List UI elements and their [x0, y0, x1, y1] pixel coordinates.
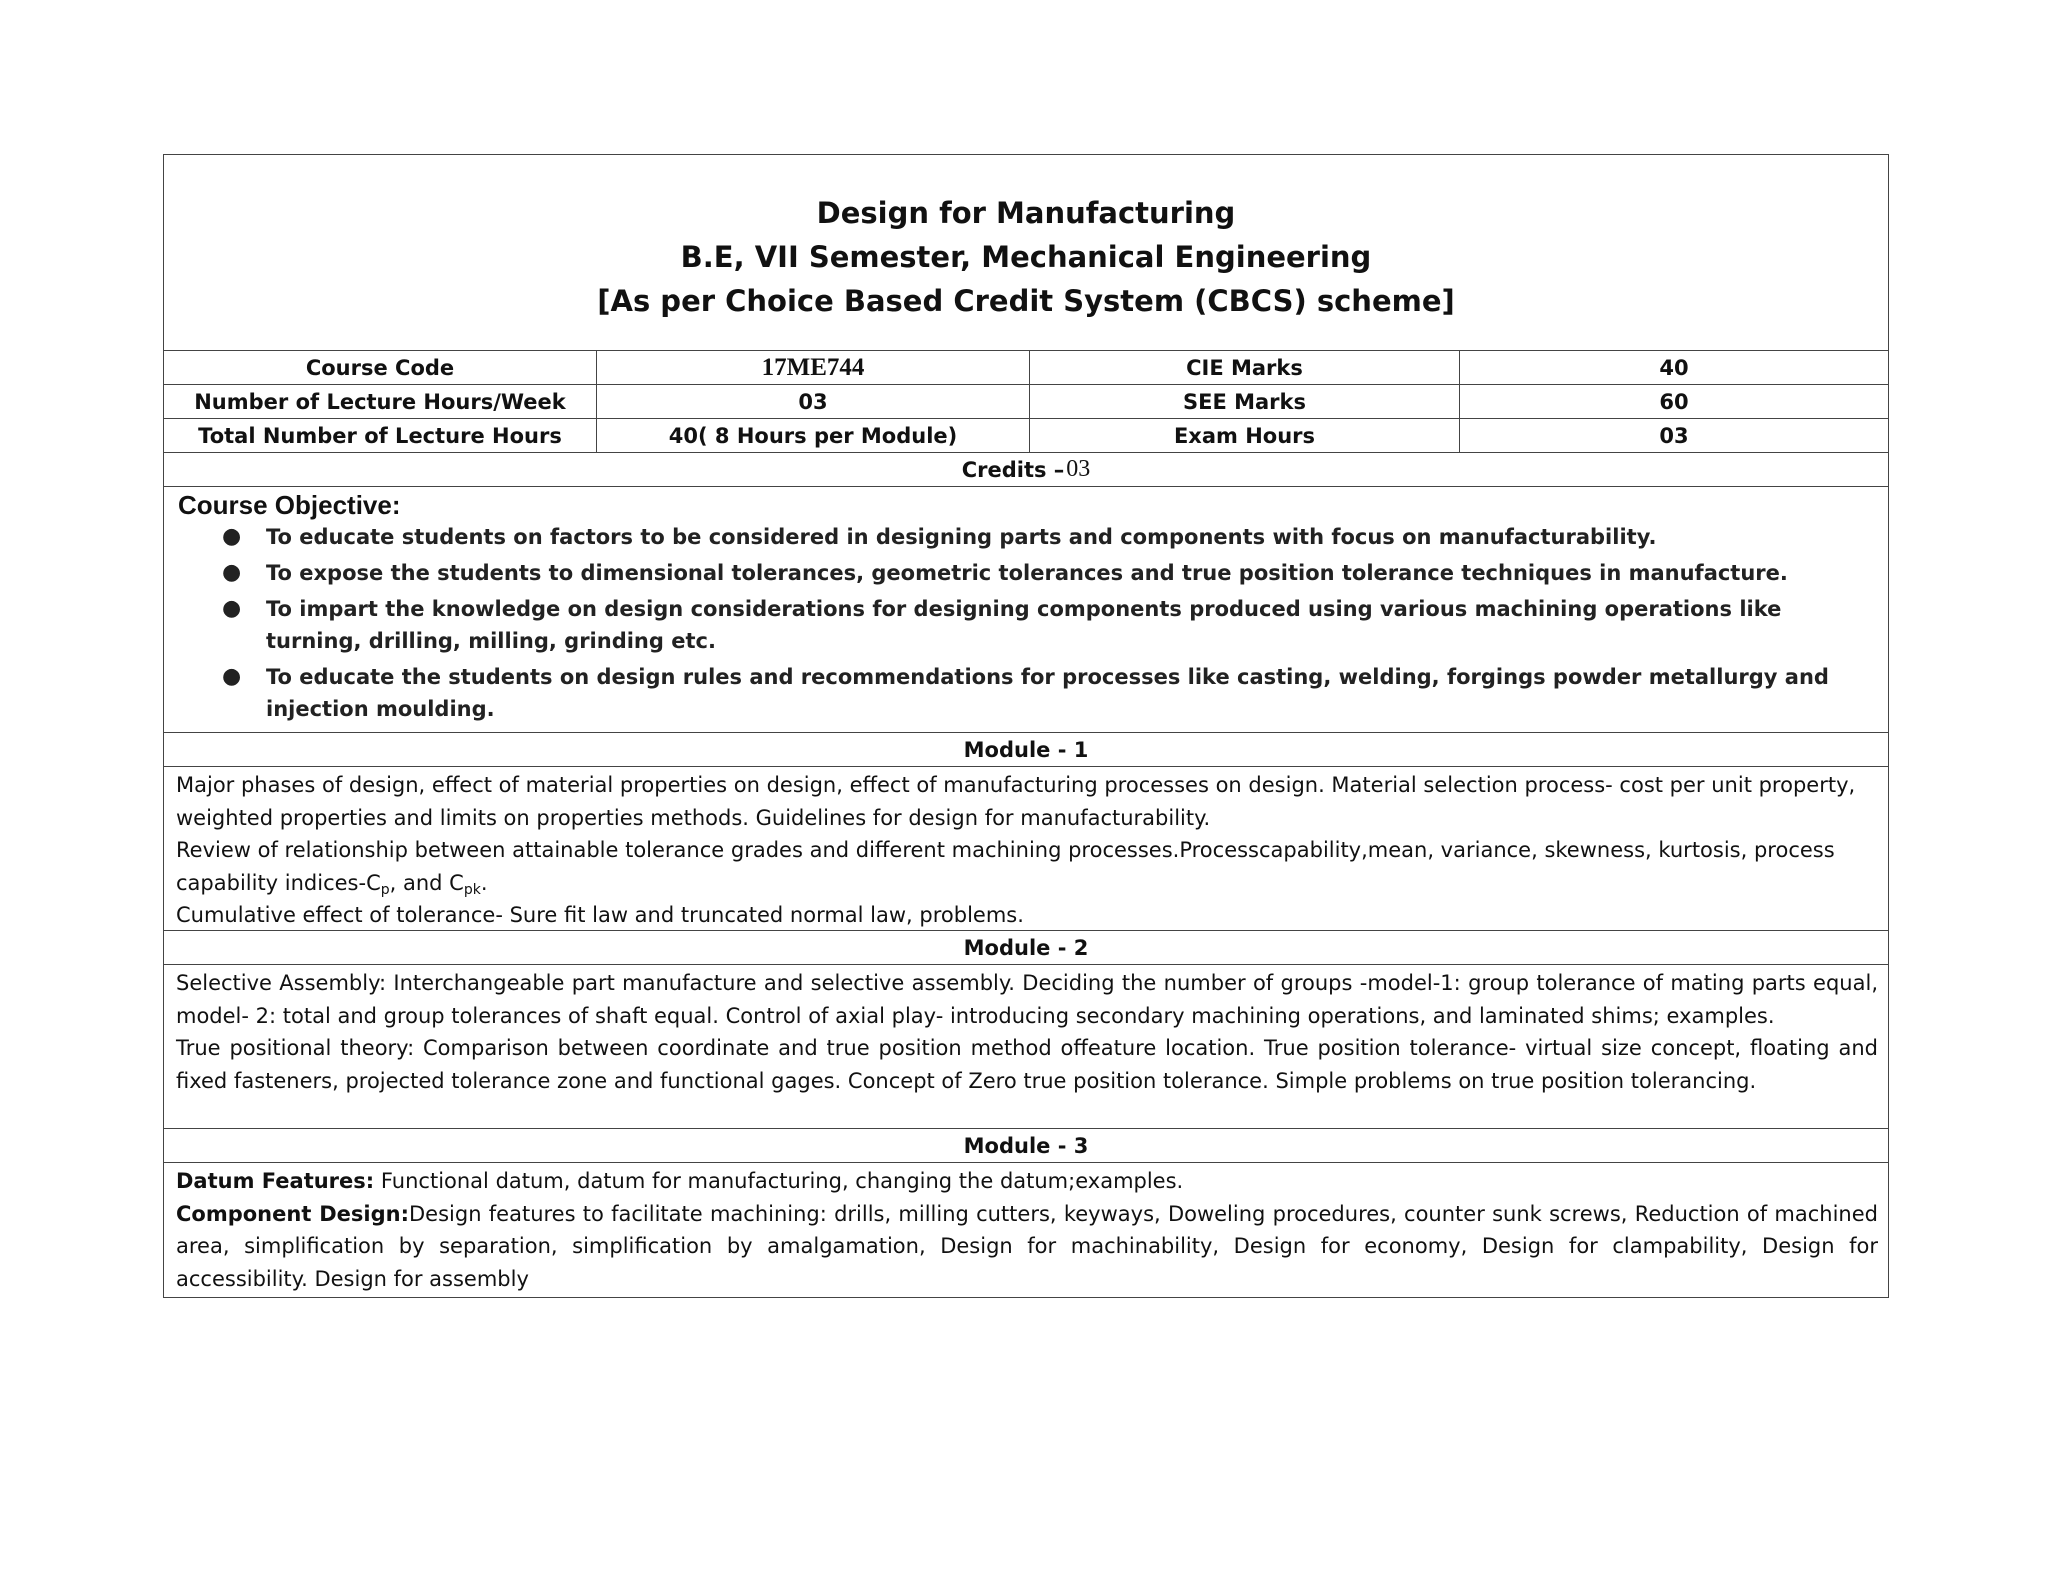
- label-see-marks: SEE Marks: [1030, 385, 1460, 418]
- module-3-paragraph: Component Design:Design features to facilitate machining: drills, milling cutters, keyways, Doweling procedures, counter sunk screws, Reduction of machined area, simplification by separation, simplification by amalgamation, Design for machinability, Design for economy, Design for clampability, Design for accessibility. Design for assembly: [176, 1201, 1878, 1291]
- semester-line: B.E, VII Semester, Mechanical Engineering: [680, 240, 1372, 274]
- label-exam-hours: Exam Hours: [1030, 419, 1460, 452]
- credits-label: Credits –: [961, 457, 1065, 482]
- module-3-heading: Module - 3: [164, 1129, 1888, 1163]
- label-course-code: Course Code: [164, 351, 597, 384]
- bullet-icon: ●: [222, 560, 242, 585]
- objective-heading: Course Objective:: [178, 490, 401, 520]
- value-exam-hours: 03: [1659, 423, 1689, 448]
- module-1-body: [164, 767, 1888, 931]
- module-2-body: [164, 965, 1888, 1129]
- module-1-paragraph: Major phases of design, effect of material properties on design, effect of manufacturing processes on design. Material selection process- cost per unit property, weighted properties and limits on properties methods. Guidelines for design for manufacturability.: [176, 773, 1856, 830]
- objective-item: ● To educate students on factors to be considered in designing parts and components with focus on manufacturability.: [178, 521, 1874, 553]
- label-lecture-hours-week: Number of Lecture Hours/Week: [164, 385, 597, 418]
- bullet-icon: ●: [222, 596, 242, 621]
- value-course-code: 17ME744: [597, 351, 1030, 384]
- value-lecture-hours-week: 03: [597, 385, 1030, 418]
- scheme-line: [As per Choice Based Credit System (CBCS) scheme]: [597, 284, 1455, 318]
- bullet-icon: ●: [222, 664, 242, 689]
- value-cie-marks: 40: [1659, 355, 1689, 380]
- module-3-body: [164, 1163, 1888, 1297]
- title-block: [164, 155, 1888, 351]
- objective-list: [178, 521, 1874, 725]
- objective-item: ● To expose the students to dimensional tolerances, geometric tolerances and true position tolerance techniques in manufacture.: [178, 557, 1874, 589]
- module-1-paragraph: Review of relationship between attainable tolerance grades and different machining processes.Processcapability,mean, variance, skewness, kurtosis, process capability indices-$C_p$, and $C_{pk}$.: [176, 838, 1835, 898]
- info-row-course-code: [164, 351, 1888, 385]
- label-cie-marks: CIE Marks: [1030, 351, 1460, 384]
- objective-item: ● To educate the students on design rules and recommendations for processes like casting, welding, forgings powder metallurgy and injection moulding.: [178, 661, 1874, 725]
- course-title: Design for Manufacturing: [816, 196, 1236, 230]
- module-2-paragraph: Selective Assembly: Interchangeable part manufacture and selective assembly. Deciding the number of groups -model-1: group tolerance of mating parts equal, model- 2: total and group tolerances of shaft equal. Control of axial play- introducing secondary machining operations, and laminated shims; examples.: [176, 971, 1878, 1028]
- credits-row: [164, 453, 1888, 487]
- module-2-heading: Module - 2: [164, 931, 1888, 965]
- label-total-hours: Total Number of Lecture Hours: [164, 419, 597, 452]
- module-1-paragraph: Cumulative effect of tolerance- Sure fit law and truncated normal law, problems.: [176, 903, 1024, 927]
- info-row-total-hours: [164, 419, 1888, 453]
- value-total-hours: 40( 8 Hours per Module): [597, 419, 1030, 452]
- value-see-marks: 60: [1659, 389, 1689, 414]
- credits-value: 03: [1066, 456, 1091, 482]
- objective-item: ● To impart the knowledge on design considerations for designing components produced using various machining operations like turning, drilling, milling, grinding etc.: [178, 593, 1874, 657]
- info-row-lecture-hours-week: [164, 385, 1888, 419]
- course-objective-section: [164, 487, 1888, 733]
- module-1-heading: Module - 1: [164, 733, 1888, 767]
- bullet-icon: ●: [222, 524, 242, 549]
- module-2-paragraph: True positional theory: Comparison between coordinate and true position method offeature location. True position tolerance- virtual size concept, floating and fixed fasteners, projected tolerance zone and functional gages. Concept of Zero true position tolerance. Simple problems on true position tolerancing.: [176, 1036, 1878, 1093]
- syllabus-document: [163, 154, 1889, 1298]
- module-3-paragraph: Datum Features: Functional datum, datum for manufacturing, changing the datum;examples.: [176, 1169, 1184, 1193]
